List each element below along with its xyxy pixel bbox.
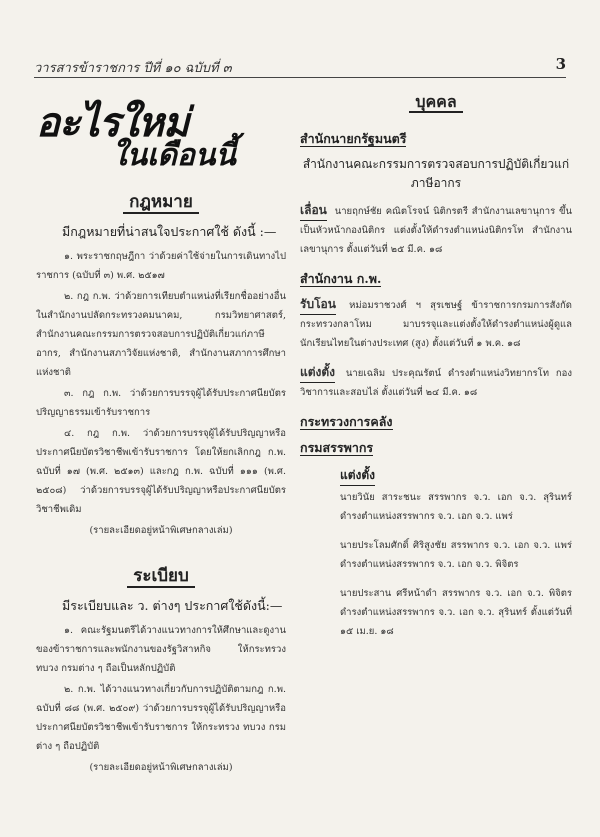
law-item: ๓. กฎ ก.พ. ว่าด้วยการบรรจุผู้ได้รับประกาศนียบัตรปริญญาธรรมเข้ารับราชการ <box>36 388 286 418</box>
regulation-title: ระเบียบ <box>36 562 286 589</box>
transfer-tag: รับโอน <box>300 295 336 315</box>
law-title: กฎหมาย <box>36 188 286 215</box>
finance-entry: นายประโลมศักดิ์ ศิริสูงชัย สรรพากร จ.ว. เอก จ.ว. แพร่ ดำรงตำแหน่งสรรพากร จ.ว. เอก จ.ว. พิจิตร <box>340 540 572 570</box>
law-item: ๑. พระราชกฤษฎีกา ว่าด้วยค่าใช้จ่ายในการเดินทางไปราชการ (ฉบับที่ ๓) พ.ศ. ๒๕๑๗ <box>36 251 286 281</box>
appointment-tag: แต่งตั้ง <box>340 466 375 486</box>
pm-office-entry <box>300 201 572 259</box>
page-number: 3 <box>555 55 566 73</box>
persons-title: บุคคล <box>300 90 572 115</box>
pm-office-entry-text: นายฤกษ์ชัย คณิตโรจน์ นิติกรตรี สำนักงานเลขานุการ ขึ้นเป็นหัวหน้ากองนิติกร แต่งตั้งให้ดำรงตำแหน่งนิติกรโท สำนักงานเลขานุการ ตั้งแต่วันที่ ๒๕ มี.ค. ๑๘ <box>300 206 572 255</box>
page-header <box>34 57 566 78</box>
finance-entry: นายประสาน ศรีหน้าดำ สรรพากร จ.ว. เอก จ.ว. พิจิตร ดำรงตำแหน่งสรรพากร จ.ว. เอก จ.ว. สุรินทร์ ตั้งแต่วันที่ ๑๕ เม.ย. ๑๘ <box>340 588 572 637</box>
revenue-dept-heading: กรมสรรพากร <box>300 440 374 455</box>
ocsc-entry <box>300 295 572 353</box>
regulation-lead: มีระเบียบและ ว. ต่างๆ ประกาศใช้ดังนี้:— <box>62 598 283 613</box>
section-logo <box>36 90 286 182</box>
law-note: (รายละเอียดอยู่หน้าพิเศษกลางเล่ม) <box>89 525 233 536</box>
regulation-note: (รายละเอียดอยู่หน้าพิเศษกลางเล่ม) <box>89 762 233 773</box>
law-item: ๔. กฎ ก.พ. ว่าด้วยการบรรจุผู้ได้รับปริญญาหรือประกาศนียบัตรวิชาชีพเข้ารับราชการ โดยให้ยกเลิกกฎ ก.พ. ฉบับที่ ๑๗ (พ.ศ. ๒๕๑๓) และกฎ ก.พ. ฉบับที่ ๑๑๑ (พ.ศ. ๒๕๐๘) ว่าด้วยการบรรจุผู้ได้รับปริญญาหรือประกาศนียบัตรวิชาชีพเดิม <box>36 428 286 515</box>
finance-heading: กระทรวงการคลัง <box>300 414 393 429</box>
law-item: ๒. กฎ ก.พ. ว่าด้วยการเทียบตำแหน่งที่เรียกชื่ออย่างอื่นในสำนักงานปลัดกระทรวงคมนาคม, กรมวิทยาศาสตร์, สำนักงานคณะกรรมการตรวจสอบการปฏิบัติเกี่ยวแก่ภาษีอากร, สำนักงานสภาวิจัยแห่งชาติ, สำนักงานสภาการศึกษาแห่งชาติ <box>36 291 286 378</box>
logo-line-1: อะไรใหม่ <box>36 99 189 146</box>
journal-title: วารสารข้าราชการ ปีที่ ๑๐ ฉบับที่ ๓ <box>34 61 232 76</box>
finance-entry: นายวินัย สาระชนะ สรรพากร จ.ว. เอก จ.ว. สุรินทร์ ดำรงตำแหน่งสรรพากร จ.ว. เอก จ.ว. แพร่ <box>340 492 572 522</box>
appointment-tag: แต่งตั้ง <box>300 363 335 383</box>
pm-office-subheading: สำนักงานคณะกรรมการตรวจสอบการปฏิบัติเกี่ยวแก่ภาษีอากร <box>302 157 570 190</box>
pm-office-heading: สำนักนายกรัฐมนตรี <box>300 131 407 146</box>
ocsc-heading: สำนักงาน ก.พ. <box>300 271 382 286</box>
right-column <box>300 90 572 651</box>
logo-line-2: ในเดือนนี้ <box>112 138 236 173</box>
ocsc-entry-text: นายเฉลิม ประคุณรัตน์ ดำรงตำแหน่งวิทยากรโท กองวิชาการและสอบไล่ ตั้งแต่วันที่ ๒๔ มี.ค. ๑๘ <box>300 368 572 398</box>
regulation-item: ๒. ก.พ. ได้วางแนวทางเกี่ยวกับการปฏิบัติตามกฎ ก.พ. ฉบับที่ ๘๘ (พ.ศ. ๒๕๐๙) ว่าด้วยการบรรจุผู้ได้รับปริญญาหรือประกาศนียบัตรวิชาชีพเข้ารับราชการ ให้กระทรวง ทบวง กรมต่าง ๆ ถือปฏิบัติ <box>36 684 286 752</box>
ocsc-entry <box>300 363 572 402</box>
promotion-tag: เลื่อน <box>300 201 327 221</box>
law-lead: มีกฎหมายที่น่าสนใจประกาศใช้ ดังนี้ :— <box>62 224 277 239</box>
ocsc-entry-text: หม่อมราชวงศ์ ฯ สุรเชษฐ์ ข้าราชการกรมการสังกัดกระทรวงกลาโหม มาบรรจุและแต่งตั้งให้ดำรงตำแหน่งผู้ดูแลนักเรียนไทยในต่างประเทศ (สูง) ตั้งแต่วันที่ ๑ พ.ค. ๑๘ <box>300 300 572 349</box>
left-column <box>36 90 286 785</box>
regulation-item: ๑. คณะรัฐมนตรีได้วางแนวทางการให้ศึกษาและดูงานของข้าราชการและพนักงานของรัฐวิสาหกิจ ให้กระทรวง ทบวง กรมต่าง ๆ ถือเป็นหลักปฏิบัติ <box>36 625 286 674</box>
